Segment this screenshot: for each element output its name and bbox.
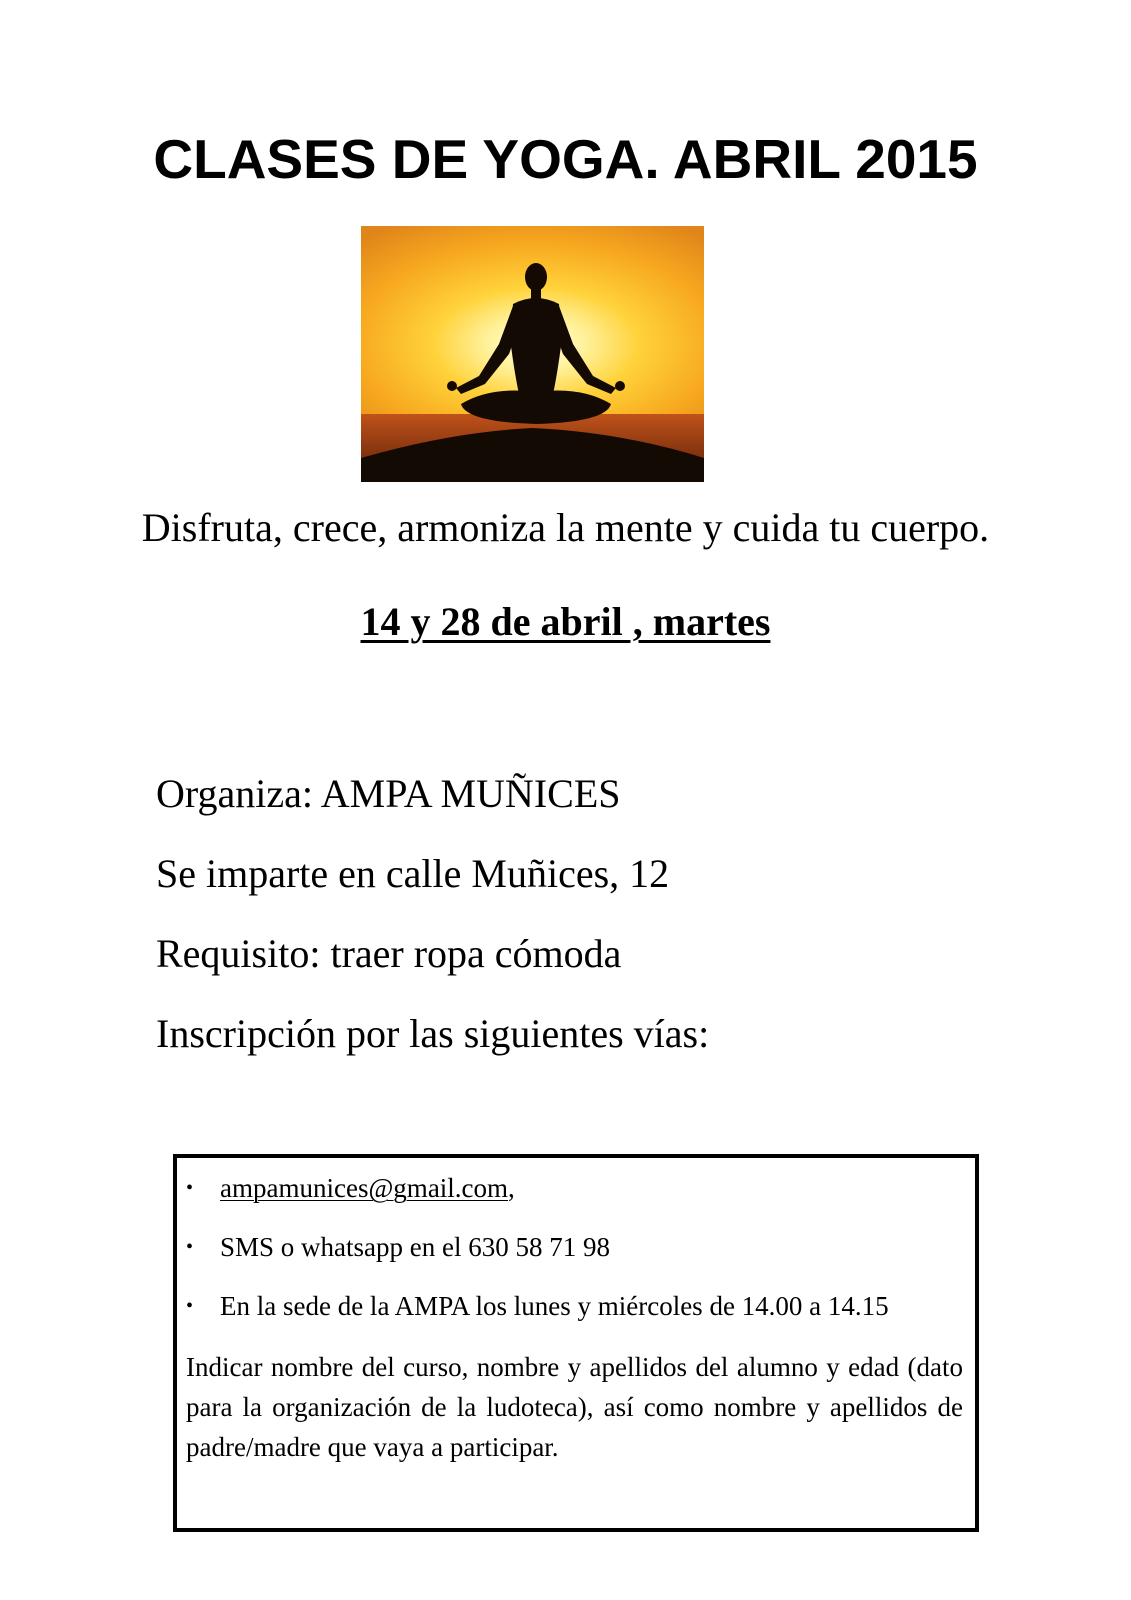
bullet-icon: •: [186, 1295, 194, 1317]
sede-text: En la sede de la AMPA los lunes y miércoles de 14.00 a 14.15: [220, 1291, 889, 1321]
bullet-icon: •: [186, 1236, 194, 1258]
requirement-line: Requisito: traer ropa cómoda: [156, 931, 622, 976]
page-title: CLASES DE YOGA. ABRIL 2015: [153, 128, 978, 190]
event-info: [156, 768, 1056, 1088]
list-item-email: [186, 1170, 963, 1229]
bullet-icon: •: [186, 1177, 194, 1199]
location-line: Se imparte en calle Muñices, 12: [156, 851, 670, 896]
class-dates: [0, 596, 1131, 648]
yoga-sunset-photo: [361, 226, 704, 482]
organizer-line: Organiza: AMPA MUÑICES: [156, 771, 621, 816]
email-link[interactable]: ampamunices@gmail.com: [220, 1173, 509, 1203]
sms-text: SMS o whatsapp en el 630 58 71 98: [220, 1232, 610, 1262]
registration-box: [173, 1154, 979, 1532]
list-item-sms: [186, 1229, 963, 1288]
meditation-silhouette-icon: [361, 226, 704, 482]
list-item-sede: [186, 1288, 963, 1347]
registration-options: [186, 1170, 963, 1347]
registration-heading: Inscripción por las siguientes vías:: [156, 1011, 710, 1056]
email-suffix: ,: [508, 1173, 515, 1203]
class-dates-text: 14 y 28 de abril , martes: [360, 599, 771, 644]
registration-note: Indicar nombre del curso, nombre y apellidos del alumno y edad (dato para la organización de la ludoteca), así como nombre y apellidos de padre/madre que vaya a participar.: [186, 1352, 963, 1462]
tagline: Disfruta, crece, armoniza la mente y cuida tu cuerpo.: [141, 505, 990, 550]
